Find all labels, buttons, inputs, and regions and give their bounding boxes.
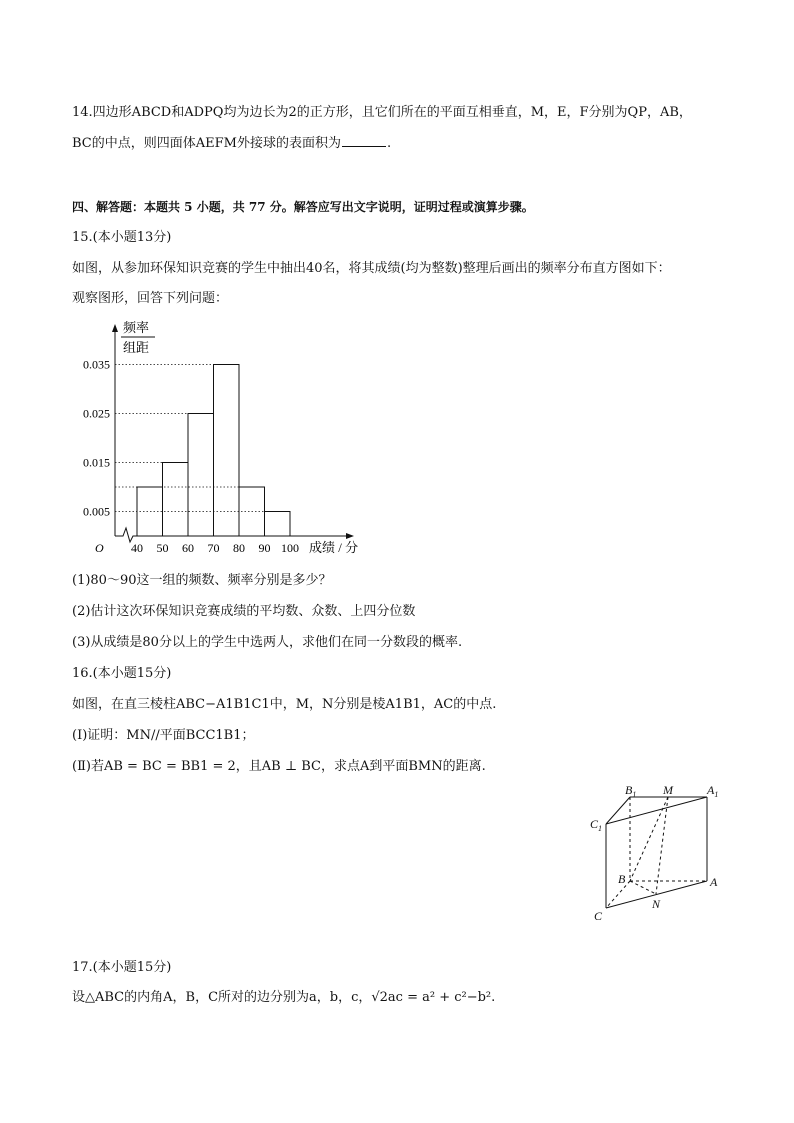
edge-b1-c1 [606,797,630,824]
q17-line: 设△ABC的内角A，B，C所对的边分别为a，b，c，√2ac = a² + c²−b². [72,990,496,1005]
q16-intro: 如图，在直三棱柱ABC−A1B1C1中，M，N分别是棱A1B1，AC的中点. [72,697,497,712]
origin-label: O [95,541,104,555]
y-tick-label: 0.025 [83,406,110,421]
q17-header: 17.(本小题15分) [72,960,172,975]
y-tick-label: 0.005 [83,504,110,519]
label-m: M [663,783,673,797]
label-a: A [710,875,718,889]
q15-header: 15.(本小题13分) [72,230,172,245]
label-c1: $C_1$ [590,817,603,833]
q15-intro2: 观察图形，回答下列问题： [72,291,229,306]
q14-line1: 14.四边形ABCD和ADPQ均为边长为2的正方形，且它们所在的平面互相垂直，M，E，F分别为QP，AB， [72,105,692,120]
y-label-denominator: 组距 [123,340,150,355]
y-label-numerator: 频率 [123,320,150,335]
x-axis-label: 成绩 / 分 [309,540,359,555]
y-axis-arrow [112,324,118,332]
x-tick-label: 80 [233,541,245,555]
prism-figure [585,780,735,930]
q14-line2-end: . [386,136,392,151]
segment-b-n [630,881,656,894]
q15-sub2: (2)估计这次环保知识竞赛成绩的平均数、众数、上四分位数 [72,604,416,619]
histogram-bar [188,414,214,537]
frequency-histogram [70,318,380,558]
label-c: C [594,909,603,923]
y-tick-label: 0.035 [83,357,110,372]
histogram-bar [214,365,240,537]
histogram-bar [163,463,189,537]
x-tick-label: 60 [182,541,194,555]
y-tick-label: 0.015 [83,455,110,470]
q15-intro1: 如图，从参加环保知识竞赛的学生中抽出40名，将其成绩(均为整数)整理后画出的频率分布直方图如下： [72,261,671,276]
q16-part1: (I)证明：MN//平面BCC1B1； [72,728,255,743]
x-tick-label: 40 [131,541,143,555]
label-a1: $A_1$ [707,783,719,799]
q16-header: 16.(本小题15分) [72,666,172,681]
label-b1: $B_1$ [625,783,637,799]
answer-blank [342,134,386,147]
x-tick-label: 100 [281,541,299,555]
x-axis-arrow [346,533,354,539]
q15-sub1: (1)80～90这一组的频数、频率分别是多少？ [72,573,332,588]
q15-sub3: (3)从成绩是80分以上的学生中选两人，求他们在同一分数段的概率. [72,635,463,650]
segment-m-b [630,797,668,881]
histogram-bar [265,512,291,537]
edge-c1-a1 [606,797,707,824]
q16-part2: (Ⅱ)若AB = BC = BB1 = 2，且AB ⊥ BC，求点A到平面BMN的距离. [72,759,486,774]
label-n: N [652,897,661,911]
segment-m-n [656,797,668,894]
section-heading: 四、解答题：本题共 5 小题，共 77 分。解答应写出文字说明，证明过程或演算步骤。 [72,200,534,214]
x-tick-label: 70 [207,541,220,555]
x-tick-label: 90 [258,541,271,555]
label-b: B [618,872,626,886]
q14-line2-text: BC的中点，则四面体AEFM外接球的表面积为 [72,136,341,151]
q14-line2 [72,134,391,153]
x-tick-label: 50 [156,541,169,555]
